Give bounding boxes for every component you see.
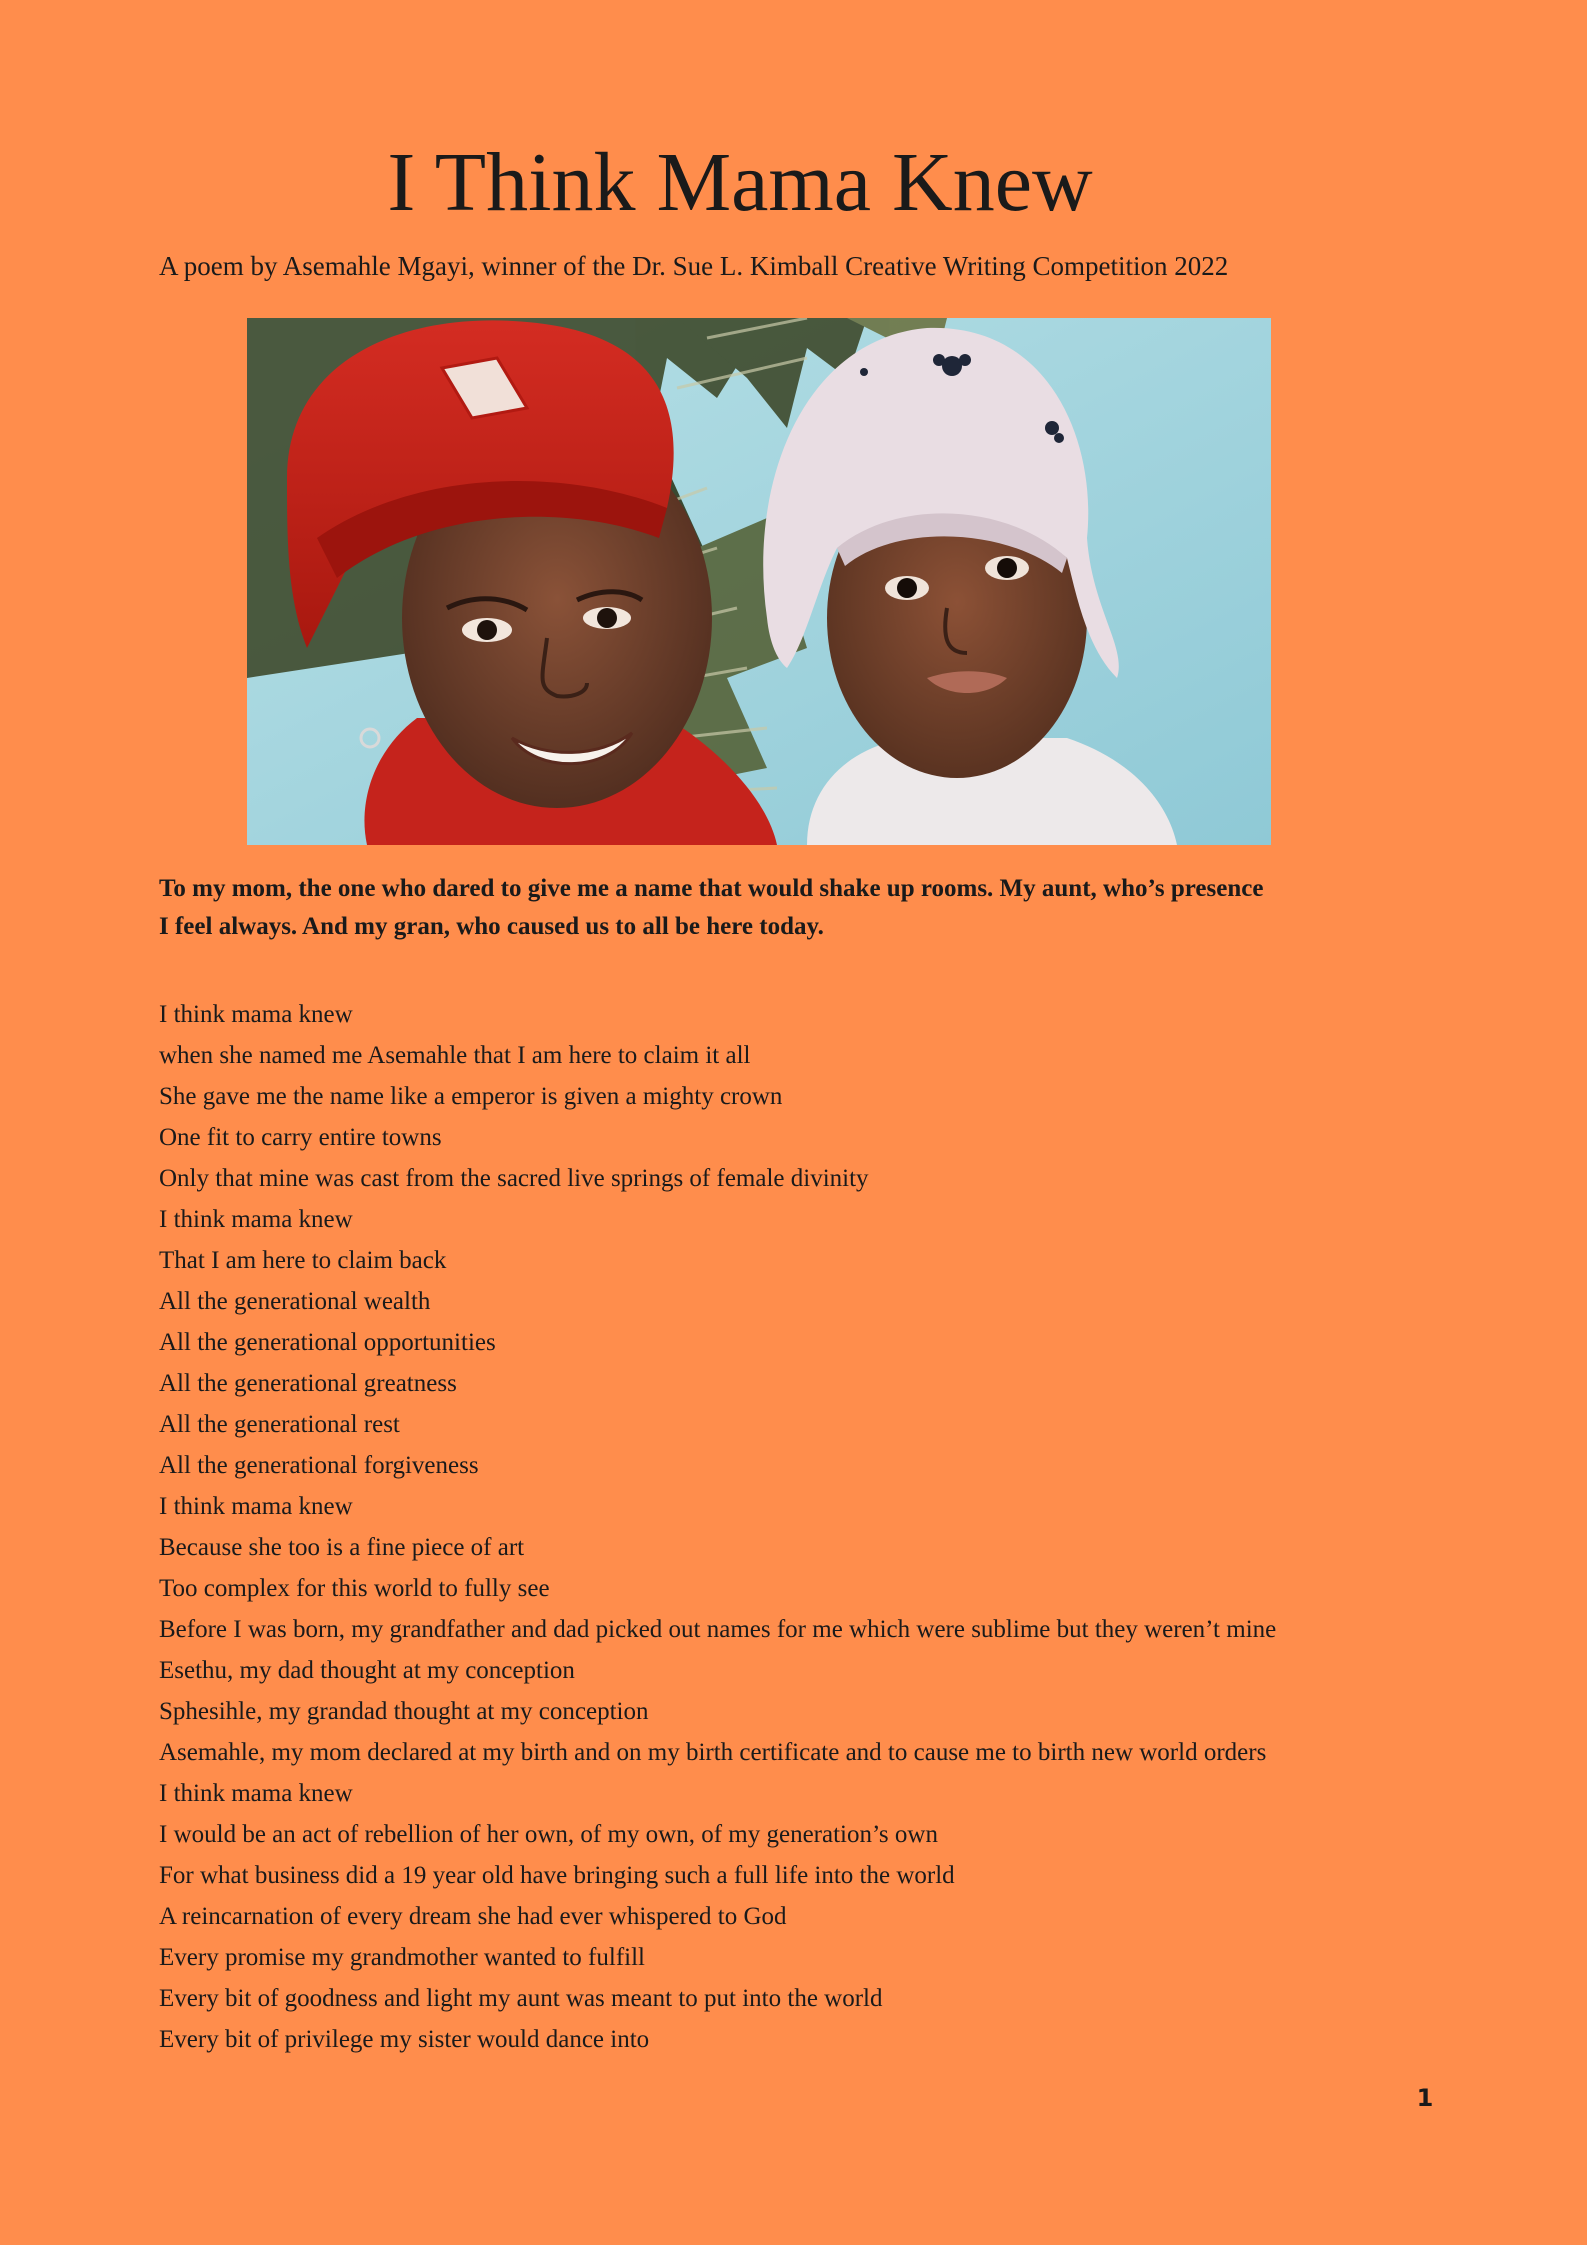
poem-line: A reincarnation of every dream she had ever whispered to God [159, 1903, 787, 1930]
poem-line: I think mama knew [159, 1001, 353, 1028]
poem-title: I Think Mama Knew [387, 136, 1093, 229]
poem-line: Every bit of privilege my sister would dance into [159, 2026, 650, 2053]
poem-subtitle: A poem by Asemahle Mgayi, winner of the Dr. Sue L. Kimball Creative Writing Competition 2022 [159, 251, 1229, 281]
poem-line: Every bit of goodness and light my aunt was meant to put into the world [159, 1985, 883, 2012]
poem-line: All the generational rest [159, 1411, 400, 1438]
poem-line: when she named me Asemahle that I am here to claim it all [159, 1042, 751, 1069]
poem-line: I think mama knew [159, 1206, 353, 1233]
mother-and-child-photo [247, 318, 1271, 845]
poem-line: I think mama knew [159, 1493, 353, 1520]
poem-line: Because she too is a fine piece of art [159, 1534, 525, 1561]
poem-line: All the generational wealth [159, 1288, 431, 1315]
poem-line: For what business did a 19 year old have bringing such a full life into the world [159, 1862, 955, 1889]
poem-line: She gave me the name like a emperor is given a mighty crown [159, 1083, 783, 1110]
poem-line: Only that mine was cast from the sacred live springs of female divinity [159, 1165, 869, 1192]
poem-line: That I am here to claim back [159, 1247, 447, 1274]
photo-illustration [247, 318, 1271, 845]
page-number: 1 [1416, 2084, 1434, 2112]
poem-line: Sphesihle, my grandad thought at my conception [159, 1698, 649, 1725]
poem-line: I would be an act of rebellion of her own, of my own, of my generation’s own [159, 1821, 938, 1848]
poem-line: All the generational forgiveness [159, 1452, 479, 1479]
poem-line: Every promise my grandmother wanted to fulfill [159, 1944, 645, 1971]
poem-line: Asemahle, my mom declared at my birth and on my birth certificate and to cause me to birth new world orders [159, 1739, 1267, 1766]
poem-line: Esethu, my dad thought at my conception [159, 1657, 575, 1684]
poem-line: All the generational opportunities [159, 1329, 496, 1356]
poem-line: All the generational greatness [159, 1370, 457, 1397]
poem-line: I think mama knew [159, 1780, 353, 1807]
poem-body [159, 994, 1519, 2060]
poem-line: Before I was born, my grandfather and dad picked out names for me which were sublime but they weren’t mine [159, 1616, 1277, 1643]
poem-line: Too complex for this world to fully see [159, 1575, 550, 1602]
poem-line: One fit to carry entire towns [159, 1124, 442, 1151]
dedication: To my mom, the one who dared to give me a name that would shake up rooms. My aunt, who’s presence I feel always. And my gran, who caused us to all be here today. [159, 875, 1264, 940]
